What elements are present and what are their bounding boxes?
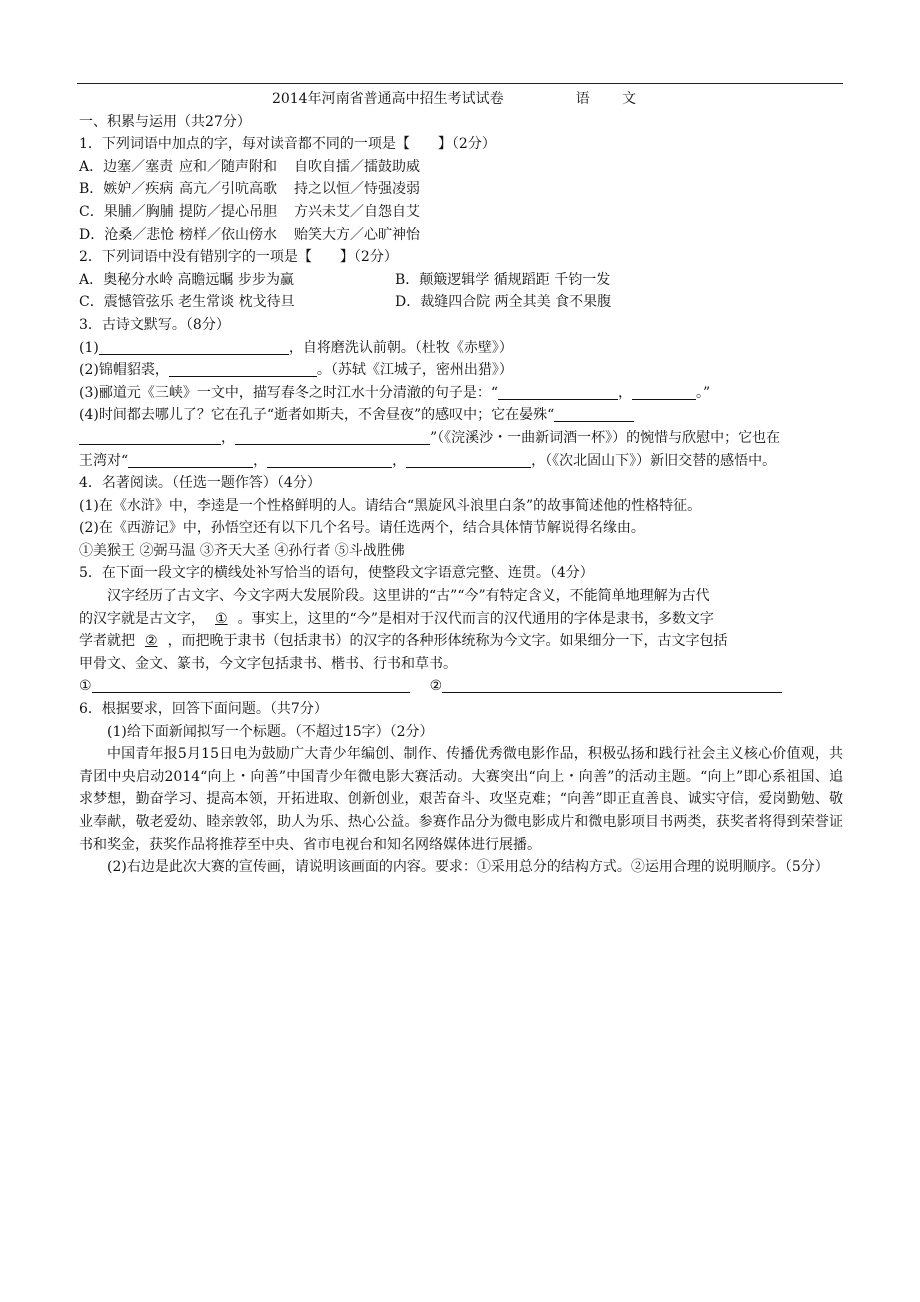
q3-part2 <box>79 359 843 382</box>
q3-p3-end: 。” <box>696 384 711 401</box>
answer-blank[interactable] <box>267 451 392 468</box>
q3-p2-source: 。（苏轼《江城子，密州出猎》） <box>316 362 513 379</box>
q3-p1-label: (1) <box>79 339 99 356</box>
answer-blank[interactable] <box>554 405 634 422</box>
q5-answer-2-label: ② <box>429 678 443 695</box>
q3-stem: 3．古诗文默写。（8分） <box>79 316 230 333</box>
q1-stem: 1．下列词语中加点的字，每对读音都不同的一项是【 】（2分） <box>79 136 496 153</box>
q2-options-cd <box>79 291 843 314</box>
answer-blank[interactable] <box>99 338 289 355</box>
answer-blank[interactable] <box>128 451 253 468</box>
q3-p4-text: (4)时间都去哪儿了？它在孔子“逝者如斯夫，不舍昼夜”的感叹中；它在晏殊“ <box>79 407 555 424</box>
q5-answer-1-label: ① <box>79 678 92 695</box>
q1-option-b <box>79 178 843 201</box>
q6-sub1: (1)给下面新闻拟写一个标题。（不超过15字）（2分） <box>107 723 434 740</box>
answer-blank[interactable] <box>406 451 531 468</box>
q5-l3-text: 学者就把 <box>79 633 135 650</box>
q1-b-3: 持之以恒／恃强凌弱 <box>294 181 420 198</box>
q4-part2: (2)在《西游记》中，孙悟空还有以下几个名号。请任选两个，结合具体情节解说得名缘由。 <box>79 520 645 537</box>
q1-b-2: 高亢／引吭高歌 <box>179 181 277 198</box>
q2-option-c: C．震憾管弦乐 老生常谈 枕戈待旦 <box>79 294 295 311</box>
q4-stem: 4．名著阅读。（任选一题作答）（4分） <box>79 475 321 492</box>
q5-blank-1[interactable]: ① <box>215 610 228 627</box>
q2-options-ab <box>79 269 843 292</box>
q2-option-a: A．奥秘分水岭 高瞻远瞩 步步为赢 <box>79 271 295 288</box>
q3-p3-comma: ， <box>618 384 632 401</box>
q1-d-3: 贻笑大方／心旷神怡 <box>294 226 420 243</box>
q3-part4-line3 <box>79 450 843 473</box>
answer-blank[interactable] <box>92 676 410 693</box>
q6-stem: 6．根据要求，回答下面问题。（共7分） <box>79 701 328 718</box>
q3-p2-text: (2)锦帽貂裘， <box>79 362 169 379</box>
answer-blank[interactable] <box>79 428 221 445</box>
q5-line3 <box>79 630 843 653</box>
q2-stem: 2．下列词语中没有错别字的一项是【 】（2分） <box>79 249 398 266</box>
q1-d-1: D．沧桑／悲怆 <box>79 226 175 243</box>
q5-stem: 5．在下面一段文字的横线处补写恰当的语句，使整段文字语意完整、连贯。（4分） <box>79 565 594 582</box>
exam-content <box>79 88 843 879</box>
q3-p1-text: ，自将磨洗认前朝。（杜牧《赤壁》） <box>288 339 513 356</box>
q6-news: 中国青年报5月15日电为鼓励广大青少年编创、制作、传播优秀微电影作品，积极弘扬和践行社会主义核心价值观，共青团中央启动2014“向上・向善”中国青少年微电影大赛活动。大赛突出“向上・向善”的活动主题。“向上”即心系祖国、追求梦想，勤奋学习、提高本领，开拓进取、创新创业，艰苦奋斗、攻坚克难；“向善”即正直善良、诚实守信，爱岗勤勉、敬业奉献，敬老爱幼、睦亲敦邻，助人为乐、热心公益。参赛作品分为微电影成片和微电影项目书两类，获奖者将得到荣誉证书和奖金，获奖作品将推荐至中央、省市电视台和知名网络媒体进行展播。 <box>79 746 843 853</box>
title-text: 2014年河南省普通高中招生考试试卷 <box>271 91 504 107</box>
answer-blank[interactable] <box>632 383 696 400</box>
q1-c-1: C．果脯／胸脯 <box>79 203 174 220</box>
q1-option-c <box>79 201 843 224</box>
q3-part4-line2 <box>79 427 843 450</box>
q1-option-d <box>79 224 843 247</box>
q2-option-d: D．裁缝四合院 两全其美 食不果腹 <box>395 294 612 311</box>
q5-l2-rest: 。事实上，这里的“今”是相对于汉代而言的汉代通用的字体是隶书，多数文字 <box>237 610 714 627</box>
q1-a-3: 自吹自擂／擂鼓助威 <box>294 158 420 175</box>
answer-blank[interactable] <box>498 383 618 400</box>
exam-title <box>79 88 843 111</box>
q1-a-2: 应和／随声附和 <box>179 158 277 175</box>
q3-p4-comma: ， <box>221 429 235 446</box>
subject-text: 语 文 <box>575 91 651 107</box>
header-rule <box>77 83 843 84</box>
q5-l2-text: 的汉字就是古文字， <box>79 610 205 627</box>
q5-blank-2[interactable]: ② <box>145 633 158 650</box>
q1-a-1: A．边塞／塞责 <box>79 158 174 175</box>
q4-names: ①美猴王 ②弼马温 ③齐天大圣 ④孙行者 ⑤斗战胜佛 <box>79 542 405 559</box>
q1-b-1: B．嫉妒／疾病 <box>79 181 174 198</box>
q3-p4-end: ，（《次北固山下》）新旧交替的感悟中。 <box>531 452 777 469</box>
q3-p4-source: ”（《浣溪沙・一曲新词酒一杯》）的惋惜与欣慰中；它也在 <box>430 429 781 446</box>
q3-part1 <box>79 337 843 360</box>
q5-l3-rest: ，而把晚于隶书（包括隶书）的汉字的各种形体统称为今文字。如果细分一下，古文字包括 <box>167 633 728 650</box>
q3-part3 <box>79 382 843 405</box>
q3-part4-line1 <box>79 404 843 427</box>
q4-part1: (1)在《水浒》中，李逵是一个性格鲜明的人。请结合“黑旋风斗浪里白条”的故事简述他的性格特征。 <box>79 497 702 514</box>
q1-c-2: 提防／提心吊胆 <box>179 203 277 220</box>
q1-c-3: 方兴未艾／自怨自艾 <box>294 203 420 220</box>
q5-answer-line <box>79 675 843 698</box>
q5-line2 <box>79 608 843 631</box>
section-heading: 一、积累与运用（共27分） <box>79 113 251 130</box>
q3-p3-text: (3)郦道元《三峡》一文中，描写春冬之时江水十分清澈的句子是：“ <box>79 384 498 401</box>
answer-blank[interactable] <box>235 428 430 445</box>
q5-line4: 甲骨文、金文、篆书，今文字包括隶书、楷书、行书和草书。 <box>79 655 457 672</box>
q3-p4-comma3: ， <box>392 452 407 469</box>
q3-p4-comma2: ， <box>253 452 268 469</box>
q2-option-b: B．颠簸逻辑学 循规蹈距 千钧一发 <box>395 271 611 288</box>
q6-sub2: (2)右边是此次大赛的宣传画，请说明该画面的内容。要求：①采用总分的结构方式。②运用合理的说明顺序。（5分） <box>107 859 829 876</box>
q5-line1: 汉字经历了古文字、今文字两大发展阶段。这里讲的“古”“今”有特定含义，不能简单地理解为古代 <box>107 588 710 605</box>
answer-blank[interactable] <box>442 676 782 693</box>
q3-p4-wangwan: 王湾对“ <box>79 452 129 469</box>
q1-d-2: 榜样／依山傍水 <box>179 226 277 243</box>
answer-blank[interactable] <box>169 360 317 377</box>
q1-option-a <box>79 156 843 179</box>
